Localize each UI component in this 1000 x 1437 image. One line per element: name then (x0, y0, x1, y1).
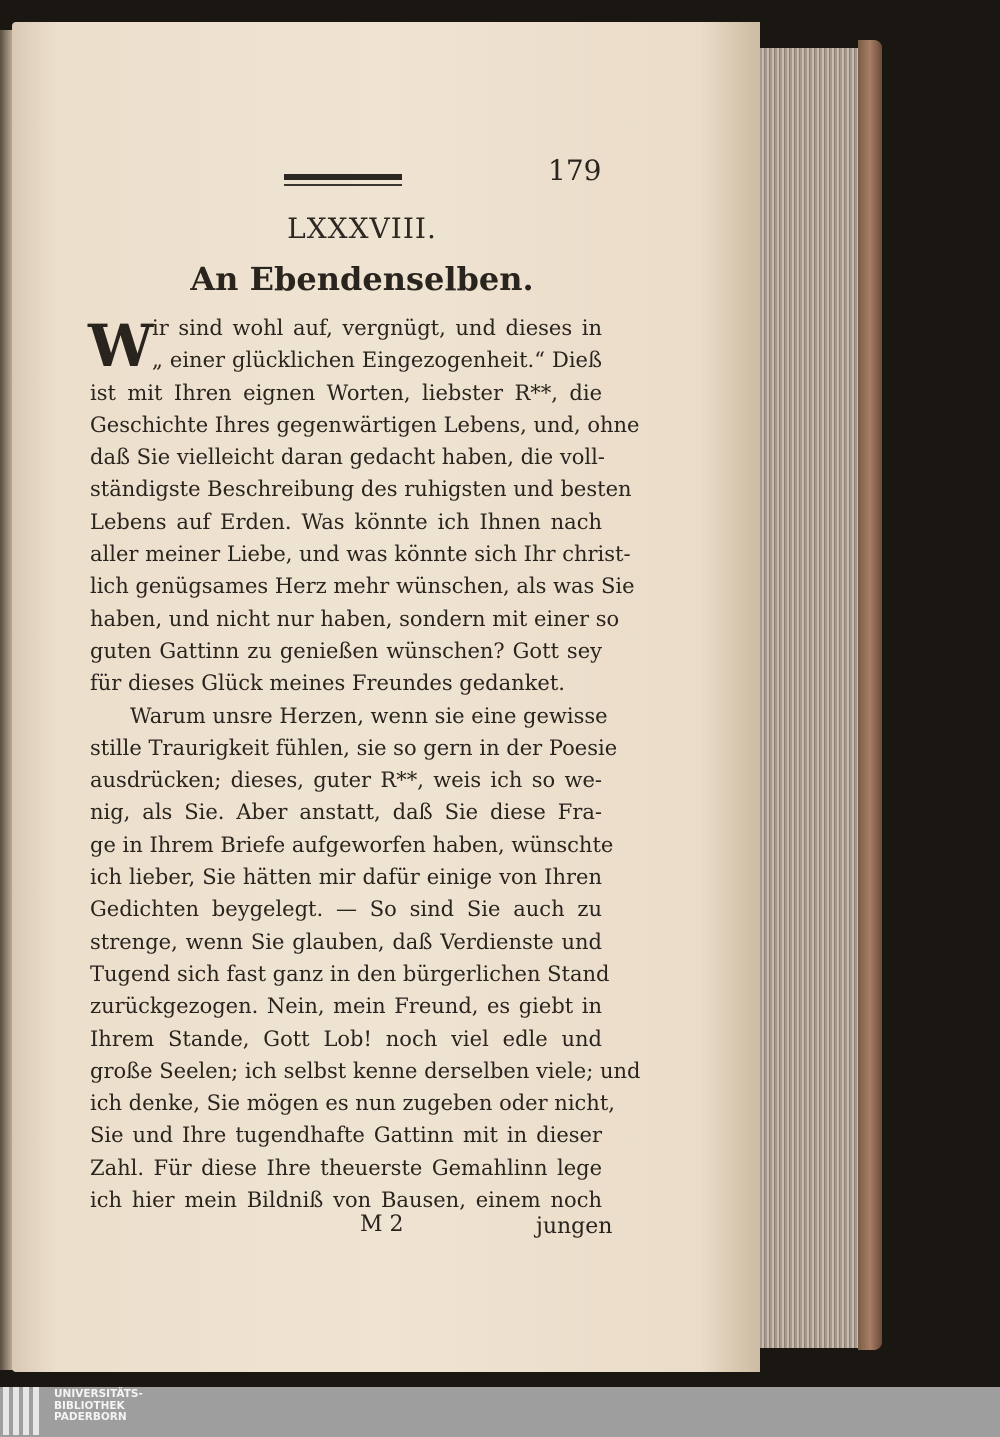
text-line: daß Sie vielleicht daran gedacht haben, die voll- (90, 445, 605, 470)
text-line: ständigste Beschreibung des ruhigsten und besten (90, 477, 632, 502)
text-line: Lebens auf Erden. Was könnte ich Ihnen nach (90, 509, 602, 534)
book-cover-edge (858, 40, 882, 1350)
text-line: Warum unsre Herzen, wenn sie eine gewisse (130, 703, 608, 728)
catchword: jungen (536, 1214, 613, 1239)
text-line: ich hier mein Bildniß von Bausen, einem noch (90, 1188, 602, 1213)
logo-line: UNIVERSITÄTS- (54, 1388, 143, 1400)
text-line: „ einer glücklichen Eingezogenheit.“ Dieß (152, 348, 602, 373)
text-line: aller meiner Liebe, und was könnte sich Ihr christ- (90, 542, 631, 567)
text-line: nig, als Sie. Aber anstatt, daß Sie diese Fra- (90, 800, 602, 825)
text-line: ge in Ihrem Briefe aufgeworfen haben, wünschte (90, 832, 614, 857)
logo-line: BIBLIOTHEK (54, 1399, 125, 1412)
text-line: Zahl. Für diese Ihre theuerste Gemahlinn lege (90, 1155, 602, 1180)
text-line: guten Gattinn zu genießen wünschen? Gott sey (90, 638, 602, 663)
library-logo-text (54, 1389, 143, 1424)
text-line: haben, und nicht nur haben, sondern mit einer so (90, 606, 620, 631)
text-line: ich lieber, Sie hätten mir dafür einige von Ihren (90, 865, 602, 890)
text-line: stille Traurigkeit fühlen, sie so gern in der Poesie (90, 735, 618, 760)
library-logo-icon (3, 1387, 39, 1435)
letter-number: LXXXVIII. (287, 212, 437, 245)
book-fore-edge (755, 48, 865, 1348)
text-line: Ihrem Stande, Gott Lob! noch viel edle und (90, 1026, 602, 1051)
text-line: ist mit Ihren eignen Worten, liebster R**, die (90, 380, 602, 405)
body-text (88, 312, 641, 1216)
library-footer (0, 1387, 1000, 1437)
text-line: ich denke, Sie mögen es nun zugeben oder nicht, (90, 1091, 615, 1116)
drop-cap: W (88, 312, 154, 380)
text-line: ausdrücken; dieses, guter R**, weis ich so we- (90, 768, 602, 793)
logo-line: PADERBORN (54, 1411, 127, 1423)
text-line: für dieses Glück meines Freundes gedanket. (90, 671, 565, 696)
header-rule (284, 174, 402, 180)
text-line: zurückgezogen. Nein, mein Freund, es giebt in (90, 994, 602, 1019)
text-line: strenge, wenn Sie glauben, daß Verdienste und (90, 929, 602, 954)
book-page (12, 22, 760, 1372)
text-line: Tugend sich fast ganz in den bürgerlichen Stand (90, 961, 610, 986)
letter-title: An Ebendenselben. (190, 260, 534, 298)
header-rule-thin (284, 184, 402, 186)
page-number: 179 (548, 154, 602, 187)
text-line: große Seelen; ich selbst kenne derselben viele; und (90, 1058, 641, 1083)
text-line: lich genügsames Herz mehr wünschen, als was Sie (90, 574, 635, 599)
signature-mark: M 2 (360, 1212, 404, 1237)
text-line: ir sind wohl auf, vergnügt, und dieses in (152, 316, 602, 340)
text-line: Gedichten beygelegt. — So sind Sie auch zu (90, 897, 602, 922)
text-line: Geschichte Ihres gegenwärtigen Lebens, und, ohne (90, 412, 640, 437)
text-line: Sie und Ihre tugendhafte Gattinn mit in dieser (90, 1123, 602, 1148)
